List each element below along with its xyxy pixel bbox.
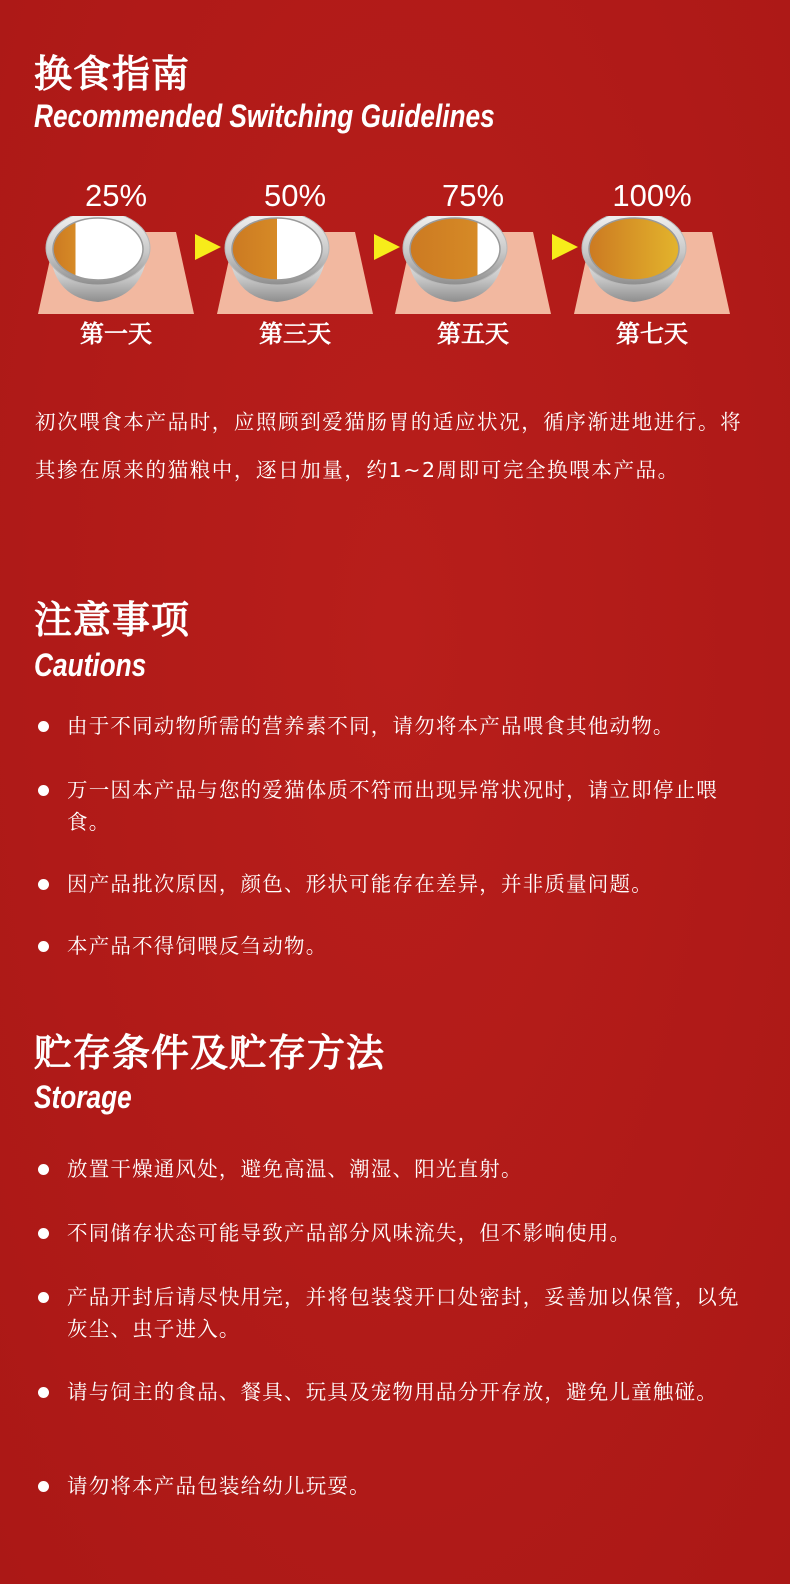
caution-item-text: 因产品批次原因，颜色、形状可能存在差异，并非质量问题。 bbox=[67, 872, 653, 896]
food-bowl-icon bbox=[38, 216, 194, 314]
step-day-label: 第五天 bbox=[437, 320, 509, 348]
bullet-icon bbox=[38, 1292, 49, 1303]
caution-item-text: 本产品不得饲喂反刍动物。 bbox=[67, 934, 328, 958]
caution-item-text: 万一因本产品与您的爱猫体质不符而出现异常状况时，请立即停止喂食。 bbox=[67, 778, 718, 834]
storage-item-text: 请与饲主的食品、餐具、玩具及宠物用品分开存放，避免儿童触碰。 bbox=[67, 1380, 718, 1404]
step-percent: 75% bbox=[441, 178, 505, 213]
step-percent: 25% bbox=[84, 178, 148, 213]
arrow-right-icon bbox=[374, 234, 400, 260]
step-day-label: 第七天 bbox=[616, 320, 688, 348]
step-day-label: 第一天 bbox=[80, 320, 152, 348]
storage-item-text: 不同储存状态可能导致产品部分风味流失，但不影响使用。 bbox=[67, 1221, 632, 1245]
caution-item-text: 由于不同动物所需的营养素不同，请勿将本产品喂食其他动物。 bbox=[67, 714, 675, 738]
step-day-5 bbox=[395, 176, 551, 356]
cautions-title: 注意事项 bbox=[34, 597, 191, 642]
step-day-3 bbox=[217, 176, 373, 356]
storage-item-text: 产品开封后请尽快用完，并将包装袋开口处密封，妥善加以保管，以免灰尘、虫子进入。 bbox=[67, 1285, 740, 1341]
bullet-icon bbox=[38, 1228, 49, 1239]
food-bowl-icon bbox=[217, 216, 373, 314]
arrow-right-icon bbox=[195, 234, 221, 260]
step-percent: 100% bbox=[612, 178, 692, 213]
bullet-icon bbox=[38, 785, 49, 796]
storage-item-text: 请勿将本产品包装给幼儿玩耍。 bbox=[67, 1474, 371, 1498]
bullet-icon bbox=[38, 941, 49, 952]
cautions-subtitle: Cautions bbox=[34, 647, 147, 683]
food-bowl-icon bbox=[574, 216, 730, 314]
bullet-icon bbox=[38, 1481, 49, 1492]
step-percent: 50% bbox=[263, 178, 327, 213]
guide-subtitle: Recommended Switching Guidelines bbox=[34, 98, 495, 134]
step-day-1 bbox=[38, 176, 194, 356]
guide-intro-text: 初次喂食本产品时，应照顾到爱猫肠胃的适应状况，循序渐进地进行。将其掺在原来的猫粮中，逐日加量，约1~2周即可完全换喂本产品。 bbox=[35, 410, 743, 482]
storage-item-text: 放置干燥通风处，避免高温、潮湿、阳光直射。 bbox=[67, 1157, 523, 1181]
storage-title: 贮存条件及贮存方法 bbox=[34, 1030, 386, 1075]
storage-subtitle: Storage bbox=[34, 1079, 132, 1115]
step-day-7 bbox=[574, 176, 730, 356]
bullet-icon bbox=[38, 1164, 49, 1175]
bullet-icon bbox=[38, 1387, 49, 1398]
bullet-icon bbox=[38, 721, 49, 732]
arrow-right-icon bbox=[552, 234, 578, 260]
guide-title: 换食指南 bbox=[34, 51, 191, 96]
bullet-icon bbox=[38, 879, 49, 890]
food-bowl-icon bbox=[395, 216, 551, 314]
step-day-label: 第三天 bbox=[259, 320, 331, 348]
